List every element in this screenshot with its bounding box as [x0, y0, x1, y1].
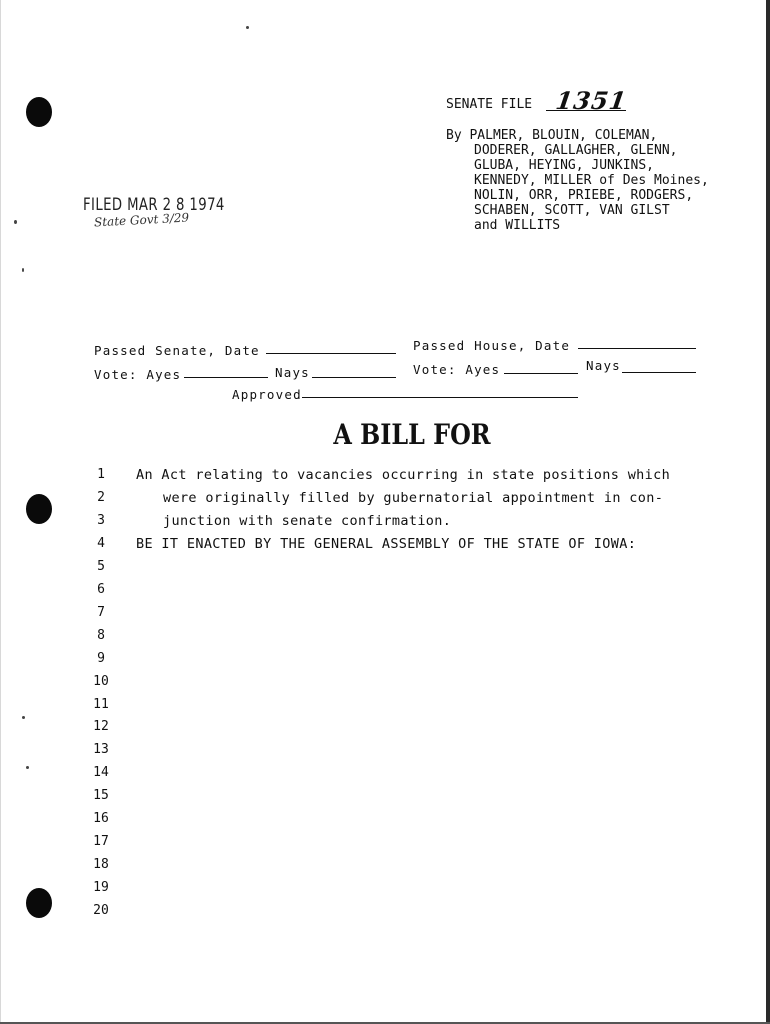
house-nays-label: Nays — [586, 358, 621, 373]
senate-nays-line — [312, 377, 396, 378]
house-vote-ayes-label: Vote: Ayes — [413, 362, 501, 377]
bill-line-text: were originally filled by gubernatorial appointment in con- — [163, 490, 664, 506]
bill-line-text: junction with senate confirmation. — [163, 513, 452, 529]
line-number: 4 — [97, 536, 105, 551]
passed-house-date-label: Passed House, Date — [413, 338, 571, 353]
sponsor-line: and WILLITS — [474, 218, 561, 233]
line-number: 17 — [93, 834, 109, 849]
line-number: 18 — [93, 857, 109, 872]
sponsor-line: KENNEDY, MILLER of Des Moines, — [474, 173, 709, 188]
senate-vote-ayes-label: Vote: Ayes — [94, 367, 182, 382]
house-ayes-line — [504, 373, 578, 374]
line-number: 3 — [97, 513, 105, 528]
approved-label: Approved — [232, 387, 302, 402]
scan-speck — [14, 220, 17, 224]
punch-hole-bottom — [26, 888, 52, 918]
scan-speck — [22, 268, 24, 272]
sponsor-line: DODERER, GALLAGHER, GLENN, — [474, 143, 678, 158]
sponsor-line: SCHABEN, SCOTT, VAN GILST — [474, 203, 670, 218]
senate-file-number: 1351 — [553, 86, 629, 115]
scan-speck — [246, 26, 249, 29]
filed-handwritten-note: State Govt 3/29 — [93, 210, 190, 230]
bill-title: A BILL FOR — [333, 418, 491, 451]
page-left-edge — [0, 0, 1, 1024]
line-number: 10 — [93, 674, 109, 689]
house-nays-line — [622, 372, 696, 373]
scan-speck — [22, 716, 25, 719]
passed-house-date-line — [578, 348, 696, 349]
line-number: 16 — [93, 811, 109, 826]
sponsor-line: NOLIN, ORR, PRIEBE, RODGERS, — [474, 188, 694, 203]
line-number: 6 — [97, 582, 105, 597]
line-number: 1 — [97, 467, 105, 482]
sponsor-list — [446, 128, 709, 233]
sponsor-line: By PALMER, BLOUIN, COLEMAN, — [446, 128, 658, 143]
bill-line-text: An Act relating to vacancies occurring in state positions which — [136, 467, 671, 483]
passed-senate-date-label: Passed Senate, Date — [94, 343, 260, 358]
scan-speck — [26, 766, 29, 769]
line-number: 8 — [97, 628, 105, 643]
line-number: 20 — [93, 903, 109, 918]
senate-file-label: SENATE FILE — [446, 97, 533, 112]
sponsor-line: GLUBA, HEYING, JUNKINS, — [474, 158, 655, 173]
approved-line — [302, 397, 578, 398]
filed-date-stamp: FILED MAR 2 8 1974 — [83, 195, 225, 215]
line-number: 13 — [93, 742, 109, 757]
bill-line-text: BE IT ENACTED BY THE GENERAL ASSEMBLY OF THE STATE OF IOWA: — [136, 536, 637, 552]
line-number: 5 — [97, 559, 105, 574]
line-number: 9 — [97, 651, 105, 666]
line-number: 15 — [93, 788, 109, 803]
line-number: 19 — [93, 880, 109, 895]
senate-ayes-line — [184, 377, 268, 378]
senate-nays-label: Nays — [275, 365, 310, 380]
line-number: 14 — [93, 765, 109, 780]
punch-hole-middle — [26, 494, 52, 524]
line-number: 11 — [93, 697, 109, 712]
line-number: 7 — [97, 605, 105, 620]
page-right-edge — [766, 0, 770, 1024]
line-number: 2 — [97, 490, 105, 505]
line-number: 12 — [93, 719, 109, 734]
punch-hole-top — [26, 97, 52, 127]
passed-senate-date-line — [266, 353, 396, 354]
